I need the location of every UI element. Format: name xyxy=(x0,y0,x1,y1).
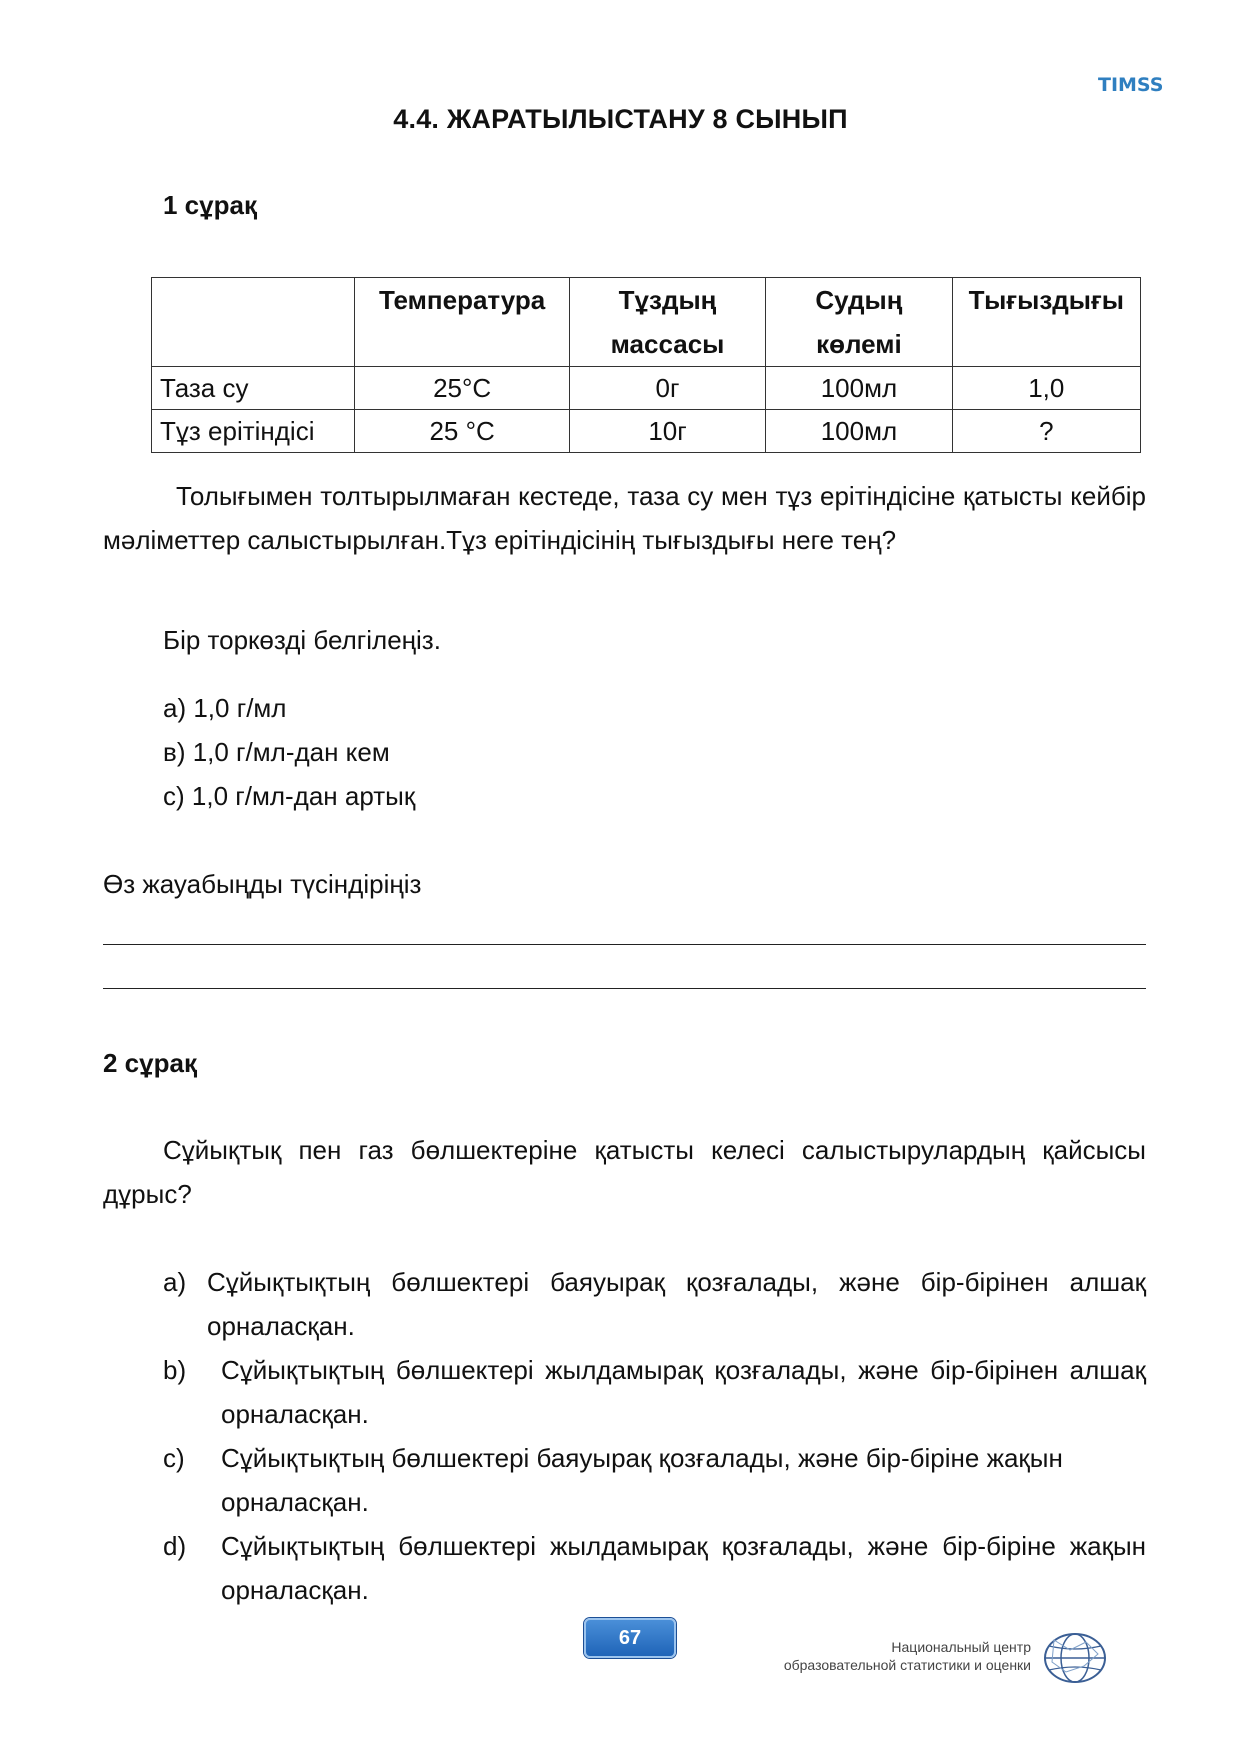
table-header-cell: Тұздың массасы xyxy=(569,278,765,367)
option-a[interactable]: a) 1,0 г/мл xyxy=(163,693,287,723)
globe-logo-icon xyxy=(1040,1630,1110,1686)
answer-line[interactable] xyxy=(103,988,1146,989)
question-1-paragraph: Толығымен толтырылмаған кестеде, таза су мен тұз ерітіндісіне қатысты кейбір мәліметтер салыстырылған.Тұз ерітіндісінің тығыздығы неге тең? xyxy=(103,481,1146,555)
option-item[interactable] xyxy=(163,1436,1146,1524)
table-header-row xyxy=(152,278,1141,367)
explain-prompt: Өз жауабыңды түсіндіріңіз xyxy=(103,869,422,899)
table-row xyxy=(152,367,1141,410)
option-b[interactable]: в) 1,0 г/мл-дан кем xyxy=(163,737,390,767)
table-cell: 100мл xyxy=(766,410,952,453)
page-number-badge: 67 xyxy=(584,1618,676,1658)
table-cell: 25°C xyxy=(355,367,569,410)
question-2-paragraph: Сұйықтық пен газ бөлшектеріне қатысты келесі салыстырулардың қайсысы дұрыс? xyxy=(103,1135,1146,1209)
option-text: Сұйықтықтың бөлшектері жылдамырақ қозғалады, және бір-біріне жақын орналасқан. xyxy=(221,1531,1146,1605)
answer-line[interactable] xyxy=(103,944,1146,945)
option-marker: d) xyxy=(163,1531,187,1561)
footer-org-line: Национальный центр xyxy=(891,1639,1031,1655)
option-marker: c) xyxy=(163,1443,185,1473)
option-text: Сұйықтықтың бөлшектері баяуырақ қозғалады, және бір-біріне жақын орналасқан. xyxy=(221,1443,1063,1517)
table-row xyxy=(152,410,1141,453)
table-header-cell xyxy=(152,278,355,367)
question-2-options xyxy=(163,1260,1146,1612)
table-header-cell: Тығыздығы xyxy=(952,278,1140,367)
footer-org-name xyxy=(784,1638,1031,1674)
table-cell: 10г xyxy=(569,410,765,453)
header-tag: TIMSS xyxy=(1098,74,1164,96)
question-2-heading: 2 сұрақ xyxy=(103,1048,197,1078)
table-cell: ? xyxy=(952,410,1140,453)
table-header-cell: Судың көлемі xyxy=(766,278,952,367)
option-c[interactable]: c) 1,0 г/мл-дан артық xyxy=(163,781,416,811)
option-marker: a) xyxy=(163,1267,187,1297)
option-text: Сұйықтықтың бөлшектері баяуырақ қозғалады, және бір-бірінен алшақ орналасқан. xyxy=(207,1267,1146,1341)
option-item[interactable] xyxy=(163,1348,1146,1436)
table-cell: 25 °C xyxy=(355,410,569,453)
table-cell: Тұз ерітіндісі xyxy=(152,410,355,453)
table-cell: 1,0 xyxy=(952,367,1140,410)
option-marker: b) xyxy=(163,1355,187,1385)
question-1-instruction: Бір торкөзді белгілеңіз. xyxy=(163,625,441,655)
table-cell: 100мл xyxy=(766,367,952,410)
table-header-cell: Температура xyxy=(355,278,569,367)
table-cell: 0г xyxy=(569,367,765,410)
option-item[interactable] xyxy=(163,1524,1146,1612)
option-text: Сұйықтықтың бөлшектері жылдамырақ қозғалады, және бір-бірінен алшақ орналасқан. xyxy=(221,1355,1146,1429)
question-1-heading: 1 сұрақ xyxy=(163,190,257,220)
section-title: 4.4. ЖАРАТЫЛЫСТАНУ 8 СЫНЫП xyxy=(393,104,848,134)
table-cell: Таза су xyxy=(152,367,355,410)
option-item[interactable] xyxy=(163,1260,1146,1348)
data-table xyxy=(151,277,1141,453)
footer-org-line: образовательной статистики и оценки xyxy=(783,1657,1031,1673)
